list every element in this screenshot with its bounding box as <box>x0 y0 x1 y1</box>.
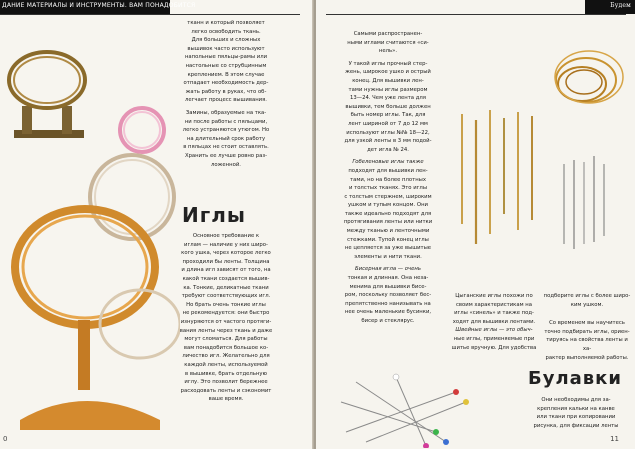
page-number-right: 11 <box>610 435 619 443</box>
page-number-left: 0 <box>3 435 8 443</box>
right-column-middle: Цыганские иглы похожи по своим характеристикам на иглы «синель» и также под- ходят для вышивки лентами. Швейные иглы — это обыч- ные иглы, применяемые при шитье вручную. Для удобства <box>451 293 537 351</box>
running-header-right: Будем <box>610 2 631 9</box>
right-column-top: Самыми распространен- ными иглами считаются «си- нель». У такой иглы прочный стер- жень, широкое ушко и острый конец. Для вышивки лен- тами нужны иглы размером 13—24. Чем уже лента для вышивки, тем больше должен быть номер иглы. Так, для лент шириной от 7 до 12 мм используют иглы №№ 18—22, для узкой ленты в 3 мм подой- дет игла № 24. Гобеленовые иглы также подходят для вышивки лен- тами, но на более плотных и толстых тканях. Это иглы с толстым стержнем, широким ушком и тупым концом. Они также идеально подходят для протягивания ленты или нитки между тканью и ленточными стежками. Тупой конец иглы не цепляется за уже вышитые элементы и нити ткани. Бисерная игла — очень тонкая и длинная. Она неза- менима для вышивки бисе- ром, поскольку позволяет бес- препятственно нанизывать на нее очень маленькие бусинки, бисер и стеклярус. <box>343 31 433 324</box>
section-heading-pins: Булавки <box>528 368 623 389</box>
embroidery-hoops-illustration <box>0 22 180 442</box>
pins-column: Они необходимы для за- крепления кальки на канве или ткани при копировании рисунка, для фиксации ленты <box>533 397 619 429</box>
needles-illustration <box>454 44 624 254</box>
section-heading-needles: Иглы <box>182 203 246 227</box>
left-column-bottom: Основное требование к иглам — наличие у них широ- кого ушка, через которое легко проходили бы ленты. Толщина и длина игл зависят от того, на какой ткани создается вышив- ка. Тонкие, деликатные ткани требуют соответствующих игл. Но брать очень тонкие иглы не рекомендуется: они быстро изнуряются от частого протяги- вания ленты через ткань и даже могут сломаться. Для работы вам понадобится большое ко- личество игл. Желательно для каждой ленты, используемой в вышивке, брать отдельную иглу. Это позволит бережнее расходовать ленты и сэкономит ваше время. <box>179 233 273 403</box>
right-page <box>316 0 635 449</box>
left-page <box>0 0 314 449</box>
header-rule-right <box>326 14 626 15</box>
pins-illustration <box>336 372 476 448</box>
right-column-right: подберите иглы с более широ- ким ушком. Со временем вы научитесь точно подбирать иглы, ориен- тируясь на свойства ленты и ха- рактер выполняемой работы. <box>543 293 631 361</box>
running-header-left: ДАНИЕ МАТЕРИАЛЫ И ИНСТРУМЕНТЫ. ВАМ ПОНАДОБИТСЯ <box>2 2 196 9</box>
header-rule-left <box>0 14 300 15</box>
left-column-top: тканн и который позволяет легко освободить ткань. Для больших и сложных вышивок часто используют напольные пяльцы-рамы или настольные со струбцинным креплением. В этом случае отпадает необходимость дер- жать работу в руках, что об- легчает процесс вышивания. Замины, образуемые на тка- ни после работы с пяльцами, легко устраняются утюгом. Но на длительный срок работу в пяльцах не стоит оставлять. Хранить ее лучше ровно раз- ложенной. <box>182 20 270 168</box>
